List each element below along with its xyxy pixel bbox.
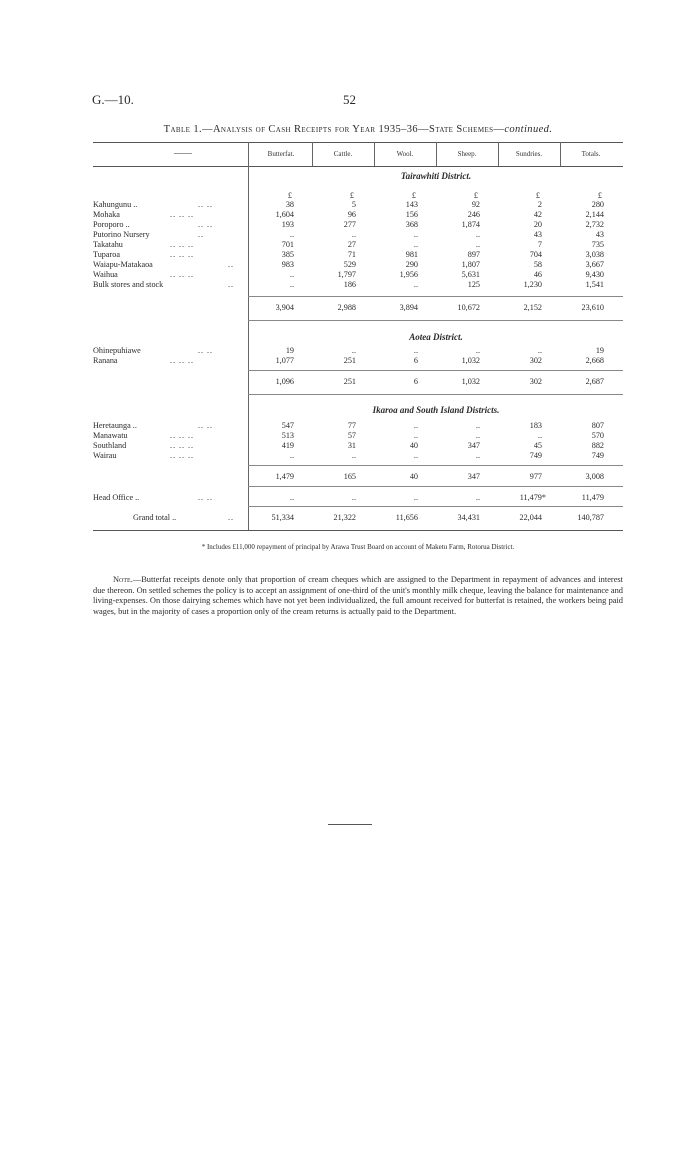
cell-butterfat: .. [289, 493, 294, 502]
cell-sundries: 22,044 [519, 513, 542, 522]
leader-dots: .. [228, 260, 234, 269]
cell-sundries: 11,479* [519, 493, 546, 502]
cell-sundries: 704 [529, 250, 542, 259]
cell-cattle: 1,797 [337, 270, 356, 279]
cell-butterfat: 51,334 [271, 513, 294, 522]
leader-dots: .. [198, 230, 204, 239]
cell-butterfat: 419 [281, 441, 294, 450]
section-title-tairawhiti: Tairawhiti District. [400, 171, 472, 181]
cell-sheep: 92 [471, 200, 480, 209]
cell-sundries: 2 [537, 200, 542, 209]
page-number: 52 [343, 92, 356, 107]
subtotal-rule [248, 370, 623, 371]
cell-wool: .. [413, 346, 418, 355]
section-title-ikaroa: Ikaroa and South Island Districts. [372, 405, 500, 415]
row-label: Takatahu [93, 240, 123, 249]
cell-cattle: .. [351, 230, 356, 239]
subtotal-rule [248, 320, 623, 321]
currency-sign: £ [349, 191, 354, 200]
row-label: Bulk stores and stock [93, 280, 164, 289]
table-header-rule [93, 166, 623, 167]
row-label: Ranana [93, 356, 118, 365]
note-lead: Note. [113, 575, 133, 584]
cell-butterfat: .. [289, 230, 294, 239]
cell-wool: 40 [409, 441, 418, 450]
row-label: Poroporo .. [93, 220, 130, 229]
leader-dots: .. [228, 280, 234, 289]
stub-heading: —— [174, 148, 192, 158]
cell-cattle: 77 [347, 421, 356, 430]
subtotal-totals: 3,008 [585, 472, 604, 481]
cell-cattle: 31 [347, 441, 356, 450]
cell-cattle: 277 [343, 220, 356, 229]
cell-sundries: 46 [533, 270, 542, 279]
subtotal-sundries: 302 [529, 377, 542, 386]
cell-sheep: .. [475, 451, 480, 460]
col-head-totals: Totals. [581, 150, 601, 158]
note-text: —Butterfat receipts denote only that proportion of cream cheques which are assigned to the Department in repayment of advances and interest due thereon. On settled schemes the policy is to accept an assignment of one-third of the unit's monthly milk cheque, leaving the balance for maintenance and living-expenses. On those dairying schemes which have not yet been individualized, the full amount received for butterfat is retained, the workers being paid wages, but in the majority of cases a proportion only of the cream returns is actually paid to the Department. [93, 575, 623, 616]
cell-sheep: 1,032 [461, 356, 480, 365]
row-label: Tuparoa [93, 250, 120, 259]
cell-totals: 570 [591, 431, 604, 440]
cell-wool: 290 [405, 260, 418, 269]
row-label: Putorino Nursery [93, 230, 150, 239]
cell-butterfat: 193 [281, 220, 294, 229]
cell-cattle: 27 [347, 240, 356, 249]
leader-dots: .. .. .. [170, 356, 194, 365]
end-rule [328, 824, 372, 825]
cell-sundries: 7 [537, 240, 542, 249]
cell-totals: 9,430 [585, 270, 604, 279]
subtotal-cattle: 165 [343, 472, 356, 481]
cell-sheep: 347 [467, 441, 480, 450]
cell-sundries: 43 [533, 230, 542, 239]
subtotal-butterfat: 1,096 [275, 377, 294, 386]
cell-wool: .. [413, 451, 418, 460]
cell-wool: 143 [405, 200, 418, 209]
currency-sign: £ [287, 191, 292, 200]
cell-wool: 156 [405, 210, 418, 219]
subtotal-sundries: 2,152 [523, 303, 542, 312]
cell-sheep: 897 [467, 250, 480, 259]
subtotal-rule [248, 506, 623, 507]
cell-wool: .. [413, 280, 418, 289]
cell-butterfat: 983 [281, 260, 294, 269]
subtotal-sheep: 1,032 [461, 377, 480, 386]
col-head-wool: Wool. [396, 150, 414, 158]
cell-cattle: .. [351, 493, 356, 502]
leader-dots: .. [228, 513, 234, 522]
cell-cattle: 5 [351, 200, 356, 209]
cell-sheep: .. [475, 240, 480, 249]
leader-dots: .. .. .. [170, 210, 194, 219]
cell-sheep: .. [475, 421, 480, 430]
leader-dots: .. .. .. [170, 441, 194, 450]
cell-butterfat: 701 [281, 240, 294, 249]
cell-totals: 43 [595, 230, 604, 239]
cell-totals: 140,787 [577, 513, 604, 522]
cell-sheep: 125 [467, 280, 480, 289]
cell-wool: 1,956 [399, 270, 418, 279]
subtotal-sheep: 10,672 [457, 303, 480, 312]
cell-sundries: .. [537, 431, 542, 440]
row-label: Waihua [93, 270, 118, 279]
cell-sundries: 302 [529, 356, 542, 365]
cell-butterfat: 1,604 [275, 210, 294, 219]
currency-sign: £ [597, 191, 602, 200]
cell-sundries: 42 [533, 210, 542, 219]
section-title-aotea: Aotea District. [409, 332, 463, 342]
cell-butterfat: 385 [281, 250, 294, 259]
caption-main: Table 1.—Analysis of Cash Receipts for Year 1935–36—State Schemes— [163, 124, 505, 135]
row-label: Heretaunga .. [93, 421, 137, 430]
cell-butterfat: 1,077 [275, 356, 294, 365]
cell-cattle: 186 [343, 280, 356, 289]
cell-sheep: 1,874 [461, 220, 480, 229]
cell-sheep: .. [475, 346, 480, 355]
leader-dots: .. .. .. [170, 451, 194, 460]
subtotal-rule [248, 465, 623, 466]
cell-wool: 6 [413, 356, 418, 365]
cell-sheep: 246 [467, 210, 480, 219]
leader-dots: .. .. .. [170, 431, 194, 440]
leader-dots: .. .. [198, 220, 213, 229]
subtotal-sheep: 347 [467, 472, 480, 481]
row-label: Waiapu-Matakaoa [93, 260, 153, 269]
row-label: Ohinepuhiawe [93, 346, 141, 355]
leader-dots: .. .. [198, 421, 213, 430]
cell-butterfat: 19 [285, 346, 294, 355]
leader-dots: .. .. [198, 200, 213, 209]
table-bottom-rule [93, 530, 623, 531]
cell-cattle: 96 [347, 210, 356, 219]
row-label: Head Office .. [93, 493, 140, 502]
cell-butterfat: 38 [285, 200, 294, 209]
col-sep [248, 142, 249, 530]
table-footnote: * Includes £11,000 repayment of principal by Arawa Trust Board on account of Maketu Farm, Rotorua District. [201, 543, 515, 551]
cell-sheep: .. [475, 431, 480, 440]
leader-dots: .. .. .. [170, 270, 194, 279]
cell-butterfat: .. [289, 451, 294, 460]
cell-cattle: 57 [347, 431, 356, 440]
cell-cattle: 71 [347, 250, 356, 259]
cell-wool: .. [413, 230, 418, 239]
cell-wool: 981 [405, 250, 418, 259]
cell-cattle: 21,322 [333, 513, 356, 522]
cell-butterfat: .. [289, 280, 294, 289]
col-head-cattle: Cattle. [333, 150, 353, 158]
cell-butterfat: .. [289, 270, 294, 279]
cell-wool: 11,656 [395, 513, 418, 522]
subtotal-rule [248, 296, 623, 297]
cell-totals: 735 [591, 240, 604, 249]
subtotal-butterfat: 3,904 [275, 303, 294, 312]
subtotal-wool: 3,894 [399, 303, 418, 312]
leader-dots: .. .. [198, 493, 213, 502]
cell-cattle: 251 [343, 356, 356, 365]
col-head-sundries: Sundries. [515, 150, 543, 158]
cell-wool: .. [413, 421, 418, 430]
cell-sundries: 58 [533, 260, 542, 269]
cell-sundries: .. [537, 346, 542, 355]
currency-sign: £ [473, 191, 478, 200]
cell-totals: 2,144 [585, 210, 604, 219]
cell-sheep: .. [475, 230, 480, 239]
col-head-butterfat: Butterfat. [267, 150, 295, 158]
subtotal-wool: 6 [413, 377, 418, 386]
row-label: Wairau [93, 451, 117, 460]
subtotal-totals: 2,687 [585, 377, 604, 386]
cell-cattle: .. [351, 346, 356, 355]
cell-wool: .. [413, 431, 418, 440]
subtotal-butterfat: 1,479 [275, 472, 294, 481]
subtotal-cattle: 2,988 [337, 303, 356, 312]
cell-totals: 3,038 [585, 250, 604, 259]
cell-butterfat: 513 [281, 431, 294, 440]
cell-wool: 368 [405, 220, 418, 229]
cell-totals: 19 [595, 346, 604, 355]
cell-cattle: .. [351, 451, 356, 460]
cell-totals: 2,668 [585, 356, 604, 365]
cell-sundries: 1,230 [523, 280, 542, 289]
subtotal-rule [248, 394, 623, 395]
leader-dots: .. .. .. [170, 240, 194, 249]
row-label: Manawatu [93, 431, 128, 440]
cell-sheep: 1,807 [461, 260, 480, 269]
subtotal-rule [248, 486, 623, 487]
currency-sign: £ [411, 191, 416, 200]
page-reference: G.—10. [92, 92, 134, 107]
cell-totals: 882 [591, 441, 604, 450]
col-head-sheep: Sheep. [457, 150, 477, 158]
subtotal-sundries: 977 [529, 472, 542, 481]
table-caption [118, 124, 598, 135]
cell-sheep: 34,431 [457, 513, 480, 522]
leader-dots: .. .. .. [170, 250, 194, 259]
cell-sundries: 20 [533, 220, 542, 229]
cell-wool: .. [413, 493, 418, 502]
cell-totals: 1,541 [585, 280, 604, 289]
row-label: Mohaka [93, 210, 120, 219]
cell-totals: 749 [591, 451, 604, 460]
cell-totals: 3,667 [585, 260, 604, 269]
caption-continued: continued. [504, 124, 553, 135]
cell-sheep: .. [475, 493, 480, 502]
cell-sheep: 5,631 [461, 270, 480, 279]
note-paragraph [93, 575, 623, 617]
cell-sundries: 749 [529, 451, 542, 460]
row-label: Grand total .. [133, 513, 177, 522]
cell-sundries: 45 [533, 441, 542, 450]
cell-totals: 280 [591, 200, 604, 209]
leader-dots: .. .. [198, 346, 213, 355]
cell-totals: 11,479 [581, 493, 604, 502]
currency-sign: £ [535, 191, 540, 200]
subtotal-totals: 23,610 [581, 303, 604, 312]
subtotal-cattle: 251 [343, 377, 356, 386]
cell-totals: 807 [591, 421, 604, 430]
cell-sundries: 183 [529, 421, 542, 430]
row-label: Southland [93, 441, 127, 450]
cell-cattle: 529 [343, 260, 356, 269]
cell-butterfat: 547 [281, 421, 294, 430]
row-label: Kahungunu .. [93, 200, 138, 209]
table-top-rule [93, 142, 623, 143]
subtotal-wool: 40 [409, 472, 418, 481]
cell-wool: .. [413, 240, 418, 249]
cell-totals: 2,732 [585, 220, 604, 229]
